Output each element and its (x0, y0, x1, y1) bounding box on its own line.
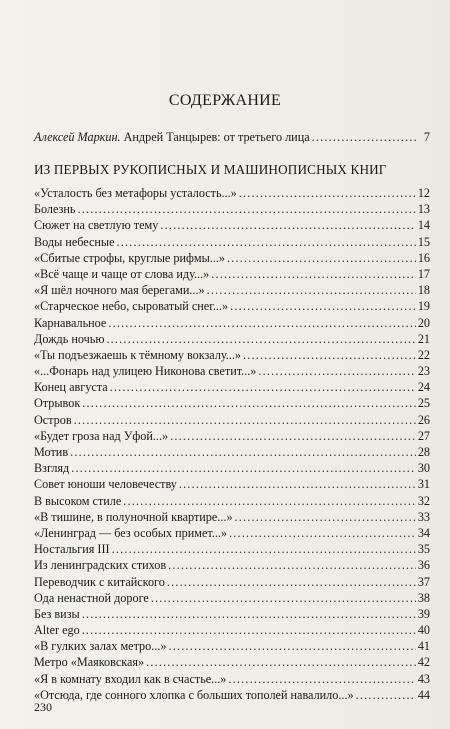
toc-entry (34, 185, 430, 201)
toc-entry-page: 32 (417, 493, 430, 508)
toc-leader-dots (170, 428, 416, 444)
toc-entry-page: 33 (417, 509, 430, 524)
toc-entry-page: 26 (417, 412, 430, 427)
toc-entry-page: 16 (417, 250, 430, 265)
toc-entry (34, 412, 430, 428)
toc-leader-dots (168, 557, 416, 573)
toc-leader-dots (179, 476, 416, 492)
toc-entry-title: Отрывок (34, 396, 81, 411)
toc-entry (34, 590, 430, 606)
toc-entry-page: 31 (417, 477, 430, 492)
toc-entry-title: Совет юноши человечеству (34, 477, 177, 492)
toc-leader-dots (356, 687, 416, 703)
toc-intro-entry (34, 130, 430, 145)
section-title: ИЗ ПЕРВЫХ РУКОПИСНЫХ И МАШИНОПИСНЫХ КНИГ (34, 162, 387, 177)
toc-leader-dots (110, 379, 416, 395)
toc-entry-title: Переводчик с китайского (34, 574, 165, 589)
toc-entry (34, 331, 430, 347)
toc-leader-dots (146, 654, 416, 670)
toc-entry-title: В высоком стиле (34, 493, 122, 508)
toc-leader-dots (123, 493, 416, 509)
toc-entry-title: Дождь ночью (34, 331, 105, 346)
toc-entry (34, 654, 430, 670)
page-heading: СОДЕРЖАНИЕ (168, 92, 282, 109)
toc-entry-title: Метро «Маяковская» (34, 655, 145, 670)
toc-leader-dots (71, 460, 416, 476)
toc-entry-title: Воды небесные (34, 234, 115, 249)
page-number: 230 (34, 700, 52, 714)
toc-intro-author: Алексей Маркин. (34, 130, 121, 144)
toc-entry-page: 27 (417, 428, 430, 443)
toc-entry-title: Сюжет на светлую тему (34, 218, 159, 233)
toc-entry-title: «Усталость без метафоры усталость...» (34, 186, 237, 200)
toc-entry-page: 17 (417, 266, 430, 281)
toc-entry-title: Конец августа (34, 380, 108, 395)
toc-leader-dots (74, 412, 416, 428)
toc-entry (34, 395, 430, 411)
toc-entry-title: «В тишине, в полуночной квартире...» (34, 509, 233, 524)
toc-entry-title: Болезнь (34, 202, 76, 217)
toc-entry (34, 557, 430, 573)
toc-entry (34, 476, 430, 492)
toc-leader-dots (230, 298, 416, 314)
toc-entry-page: 13 (417, 202, 430, 217)
toc-leader-dots (229, 525, 416, 541)
toc-leader-dots (312, 130, 416, 145)
toc-entry (34, 282, 430, 298)
toc-entry (34, 217, 430, 233)
toc-entry-title: Ностальгия III (34, 542, 110, 557)
toc-entry-title: «Ленинград — без особых примет...» (34, 525, 228, 540)
toc-entry-page: 23 (417, 364, 430, 379)
toc-list (34, 185, 430, 703)
toc-leader-dots (168, 638, 415, 654)
toc-entry-title: «Я шёл ночного мая берегами...» (34, 283, 205, 298)
toc-entry (34, 266, 430, 282)
toc-leader-dots (258, 363, 415, 379)
toc-entry-title: Взгляд (34, 461, 70, 476)
toc-entry (34, 428, 430, 444)
toc-leader-dots (239, 185, 416, 201)
toc-entry (34, 671, 430, 687)
toc-entry-page: 28 (417, 445, 430, 459)
toc-entry-page: 24 (417, 380, 430, 395)
toc-entry-title: «В гулких залах метро...» (34, 639, 167, 654)
toc-entry-page: 34 (417, 525, 430, 540)
toc-entry-page: 42 (417, 655, 430, 670)
toc-entry (34, 460, 430, 476)
toc-entry-page: 38 (417, 590, 430, 605)
toc-leader-dots (82, 622, 416, 638)
toc-entry-title: Остров (34, 412, 72, 427)
toc-leader-dots (112, 541, 416, 557)
toc-entry (34, 525, 430, 541)
toc-entry-title: Alter ego (34, 623, 80, 638)
toc-entry (34, 622, 430, 638)
toc-intro-title: Андрей Танцырев: от третьего лица (123, 130, 310, 144)
toc-entry-page: 21 (417, 331, 430, 346)
toc-entry (34, 509, 430, 525)
toc-leader-dots (167, 574, 416, 590)
toc-entry-page: 36 (417, 558, 430, 573)
toc-entry (34, 638, 430, 654)
toc-entry (34, 201, 430, 217)
toc-leader-dots (77, 201, 415, 217)
toc-leader-dots (160, 217, 415, 233)
toc-entry (34, 363, 430, 379)
toc-leader-dots (106, 331, 415, 347)
toc-entry-title: Без визы (34, 606, 80, 621)
toc-entry-page: 41 (417, 639, 430, 654)
toc-leader-dots (108, 315, 415, 331)
toc-entry (34, 541, 430, 557)
toc-entry-title: «Будет гроза над Уфой...» (34, 428, 169, 443)
toc-entry-page: 18 (417, 283, 430, 298)
toc-leader-dots (243, 347, 416, 363)
toc-entry-title: «Старческое небо, сыроватый снег...» (34, 299, 229, 314)
toc-entry-page: 35 (417, 542, 430, 557)
toc-entry (34, 298, 430, 314)
toc-entry-title: «Отсюда, где сонного хлопка с больших тополей навалило...» (34, 687, 354, 702)
toc-leader-dots (70, 444, 416, 460)
toc-entry (34, 347, 430, 363)
toc-entry (34, 687, 430, 703)
toc-entry (34, 493, 430, 509)
toc-entry-page: 15 (417, 234, 430, 249)
toc-entry-title: «...Фонарь над улицею Никонова светит...» (34, 364, 257, 379)
toc-entry-title: Ода ненастной дороге (34, 590, 149, 605)
toc-entry-page: 43 (417, 671, 430, 686)
toc-entry-page: 12 (417, 186, 430, 200)
toc-entry-title: «Я в комнату входил как в счастье...» (34, 671, 227, 686)
toc-leader-dots (228, 671, 415, 687)
toc-leader-dots (211, 266, 416, 282)
toc-entry-page: 37 (417, 574, 430, 589)
toc-leader-dots (227, 250, 416, 266)
toc-leader-dots (117, 234, 416, 250)
toc-entry-page: 19 (417, 299, 430, 314)
toc-entry-page: 39 (417, 606, 430, 621)
toc-entry-title: «Ты подъезжаешь к тёмному вокзалу...» (34, 347, 242, 362)
toc-entry-title: «Сбитые строфы, круглые рифмы...» (34, 250, 226, 265)
toc-leader-dots (235, 509, 416, 525)
toc-intro-page: 7 (423, 130, 430, 144)
toc-entry-title: Карнавальное (34, 315, 107, 330)
toc-entry-page: 40 (417, 623, 430, 638)
toc-entry-page: 44 (417, 687, 430, 702)
toc-entry (34, 444, 430, 460)
toc-entry-page: 14 (417, 218, 430, 233)
toc-entry (34, 250, 430, 266)
toc-entry (34, 606, 430, 622)
toc-entry (34, 574, 430, 590)
toc-entry-title: Из ленинградских стихов (34, 558, 167, 573)
toc-entry (34, 234, 430, 250)
toc-leader-dots (207, 282, 416, 298)
toc-leader-dots (82, 395, 416, 411)
toc-entry-page: 22 (417, 347, 430, 362)
toc-leader-dots (82, 606, 416, 622)
toc-entry-title: Мотив (34, 445, 69, 459)
toc-leader-dots (151, 590, 416, 606)
toc-entry-page: 25 (417, 396, 430, 411)
toc-intro-label (34, 130, 310, 145)
toc-entry-title: «Всё чаще и чаще от слова иду...» (34, 266, 210, 281)
toc-entry-page: 30 (417, 461, 430, 476)
toc-entry-page: 20 (417, 315, 430, 330)
toc-entry (34, 315, 430, 331)
toc-entry (34, 379, 430, 395)
